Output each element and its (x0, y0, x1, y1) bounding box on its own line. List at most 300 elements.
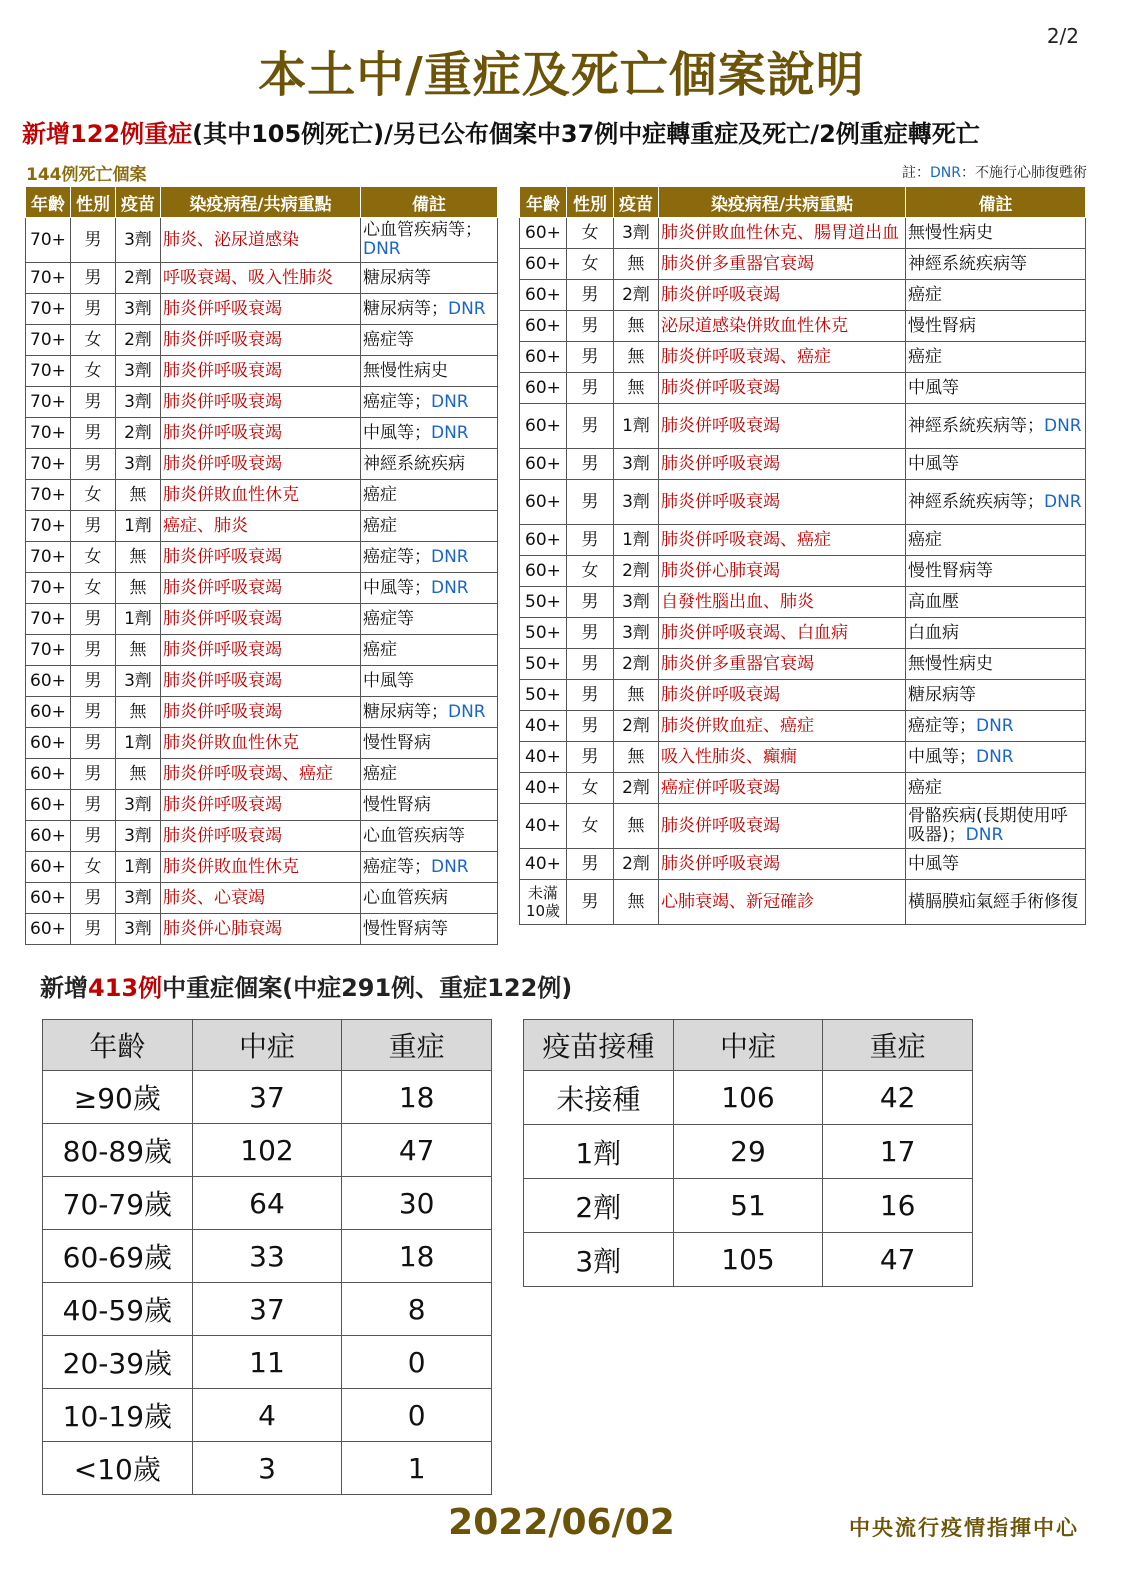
note-cell (361, 511, 498, 542)
column-header: 中症 (673, 1020, 823, 1071)
age-cell: 70+ (26, 635, 71, 666)
course-cell: 肺炎併多重器官衰竭 (659, 249, 906, 280)
value-cell: 30 (342, 1177, 492, 1230)
vaccine-cell: 無 (614, 342, 659, 373)
note-cell (361, 542, 498, 573)
vaccine-cell: 無 (116, 697, 161, 728)
vaccine-cell: 2劑 (116, 263, 161, 294)
dnr-tag: DNR (965, 825, 1004, 845)
course-cell: 肺炎併呼吸衰竭 (161, 635, 361, 666)
age-cell: 60+ (26, 697, 71, 728)
vaccine-cell: 無 (614, 680, 659, 711)
note-cell (361, 573, 498, 604)
note-text: 神經系統疾病 (363, 453, 465, 474)
dnr-tag: DNR (431, 391, 469, 412)
age-cell: 70+ (26, 511, 71, 542)
vaccine-cell: 3劑 (116, 356, 161, 387)
sex-cell: 男 (71, 697, 116, 728)
age-cell: 50+ (520, 587, 567, 618)
age-cell: 70+ (26, 218, 71, 263)
note-cell (361, 418, 498, 449)
sex-cell: 男 (567, 373, 614, 404)
sex-cell: 女 (567, 249, 614, 280)
table-row (524, 1179, 973, 1233)
age-cell: 60+ (520, 556, 567, 587)
row-label-cell: 未接種 (524, 1071, 674, 1125)
sex-cell: 男 (71, 218, 116, 263)
note-text: 癌症等； (908, 715, 976, 736)
value-cell: 0 (342, 1336, 492, 1389)
table-row (43, 1389, 492, 1442)
age-cell: 60+ (520, 280, 567, 311)
column-header: 染疫病程/共病重點 (659, 187, 906, 218)
dnr-tag: DNR (448, 298, 486, 319)
dnr-tag: DNR (431, 422, 469, 443)
note-cell (906, 280, 1086, 311)
vaccine-cell: 無 (116, 542, 161, 573)
note-cell (906, 880, 1086, 925)
sex-cell: 男 (71, 604, 116, 635)
sex-cell: 男 (71, 790, 116, 821)
column-header: 中症 (192, 1020, 342, 1071)
sex-cell: 男 (71, 294, 116, 325)
subtitle-severe-count: 新增122例重症 (22, 120, 193, 148)
column-header: 備註 (361, 187, 498, 218)
note-cell (906, 218, 1086, 249)
table-row (26, 697, 498, 728)
table-row (26, 449, 498, 480)
column-header: 重症 (823, 1020, 973, 1071)
note-text: 心血管疾病等 (363, 825, 465, 846)
note-cell (361, 790, 498, 821)
note-prefix: 註： (902, 165, 931, 181)
value-cell: 47 (823, 1233, 973, 1287)
table-row (520, 711, 1086, 742)
value-cell: 4 (192, 1389, 342, 1442)
sex-cell: 男 (71, 759, 116, 790)
column-header: 備註 (906, 187, 1086, 218)
sex-cell: 男 (567, 404, 614, 449)
vaccine-cell: 3劑 (614, 449, 659, 480)
course-cell: 癌症併呼吸衰竭 (659, 773, 906, 804)
sex-cell: 男 (567, 680, 614, 711)
course-cell: 肺炎併呼吸衰竭、癌症 (659, 525, 906, 556)
course-cell: 肺炎併呼吸衰竭 (161, 418, 361, 449)
course-cell: 自發性腦出血、肺炎 (659, 587, 906, 618)
note-text: 癌症 (363, 484, 397, 505)
note-cell (906, 249, 1086, 280)
age-cell: 60+ (26, 914, 71, 945)
value-cell: 18 (342, 1230, 492, 1283)
value-cell: 51 (673, 1179, 823, 1233)
vaccine-cell: 3劑 (116, 666, 161, 697)
age-cell: 50+ (520, 680, 567, 711)
vaccine-cell: 1劑 (116, 604, 161, 635)
course-cell: 肺炎併呼吸衰竭 (659, 804, 906, 849)
note-cell (906, 342, 1086, 373)
age-cell: 60+ (520, 449, 567, 480)
vaccine-cell: 無 (614, 804, 659, 849)
value-cell: 11 (192, 1336, 342, 1389)
column-header: 性別 (567, 187, 614, 218)
note-text: 中風等； (363, 577, 431, 598)
age-cell: 60+ (26, 666, 71, 697)
note-dnr: DNR (930, 165, 961, 181)
death-table-left (25, 186, 498, 945)
note-text: 糖尿病等； (363, 298, 448, 319)
table-row (26, 511, 498, 542)
dnr-tag: DNR (431, 577, 469, 598)
age-table (42, 1019, 492, 1495)
age-cell: 60+ (520, 342, 567, 373)
age-cell: 40+ (520, 711, 567, 742)
row-label-cell: 3劑 (524, 1233, 674, 1287)
table-row (520, 587, 1086, 618)
sex-cell: 男 (567, 880, 614, 925)
note-text: 橫膈膜疝氣經手術修復 (908, 891, 1078, 912)
note-text: 癌症等； (363, 391, 431, 412)
note-text: 癌症 (363, 515, 397, 536)
course-cell: 肺炎併呼吸衰竭 (659, 404, 906, 449)
note-cell (906, 711, 1086, 742)
age-cell: 70+ (26, 542, 71, 573)
note-text: 癌症等 (363, 608, 414, 629)
course-cell: 肺炎併呼吸衰竭 (659, 849, 906, 880)
table-row (520, 880, 1086, 925)
age-cell: 70+ (26, 418, 71, 449)
sex-cell: 女 (567, 218, 614, 249)
note-text: 癌症 (908, 777, 942, 798)
table-row (26, 263, 498, 294)
course-cell: 癌症、肺炎 (161, 511, 361, 542)
table-row (520, 773, 1086, 804)
note-cell (361, 294, 498, 325)
sex-cell: 女 (71, 325, 116, 356)
vaccine-cell: 3劑 (116, 883, 161, 914)
sex-cell: 男 (71, 821, 116, 852)
table-row (43, 1336, 492, 1389)
summary-title (40, 968, 572, 1003)
table-row (26, 852, 498, 883)
vaccine-cell: 1劑 (116, 852, 161, 883)
vaccine-cell: 2劑 (614, 649, 659, 680)
note-text: 癌症 (908, 284, 942, 305)
note-text: 中風等 (908, 453, 959, 474)
age-cell: 60+ (520, 404, 567, 449)
note-cell (361, 263, 498, 294)
vaccine-cell: 3劑 (614, 218, 659, 249)
table-row (524, 1233, 973, 1287)
note-text: 糖尿病等； (363, 701, 448, 722)
vaccine-cell: 無 (614, 249, 659, 280)
note-cell (906, 773, 1086, 804)
age-cell: 70+ (26, 573, 71, 604)
note-cell (906, 449, 1086, 480)
vaccine-cell: 2劑 (614, 280, 659, 311)
age-cell: 40+ (520, 742, 567, 773)
value-cell: 42 (823, 1071, 973, 1125)
table-row (520, 618, 1086, 649)
table-row (520, 218, 1086, 249)
note-text: 癌症 (363, 639, 397, 660)
column-header: 疫苗 (614, 187, 659, 218)
course-cell: 肺炎併敗血性休克 (161, 852, 361, 883)
note-cell (361, 666, 498, 697)
vaccine-cell: 無 (116, 573, 161, 604)
note-cell (906, 525, 1086, 556)
age-cell: 40+ (520, 804, 567, 849)
column-header: 疫苗 (116, 187, 161, 218)
column-header: 年齡 (26, 187, 71, 218)
course-cell: 肺炎併呼吸衰竭 (161, 449, 361, 480)
table-row (26, 418, 498, 449)
sex-cell: 男 (71, 666, 116, 697)
table-row (520, 649, 1086, 680)
note-cell (361, 883, 498, 914)
table-row (520, 280, 1086, 311)
row-label-cell: 1劑 (524, 1125, 674, 1179)
vaccine-cell: 3劑 (116, 218, 161, 263)
age-cell: 70+ (26, 604, 71, 635)
course-cell: 肺炎併呼吸衰竭 (161, 542, 361, 573)
age-cell: 60+ (26, 790, 71, 821)
table-row (43, 1230, 492, 1283)
table-row (520, 342, 1086, 373)
note-cell (361, 387, 498, 418)
note-text: 無慢性病史 (363, 360, 448, 381)
age-cell: 60+ (520, 311, 567, 342)
vaccine-cell: 3劑 (116, 914, 161, 945)
death-header-row (26, 187, 498, 218)
vaccine-cell: 2劑 (116, 418, 161, 449)
age-cell: 50+ (520, 649, 567, 680)
course-cell: 肺炎併敗血性休克、腸胃道出血 (659, 218, 906, 249)
age-cell: 60+ (520, 373, 567, 404)
sex-cell: 女 (567, 773, 614, 804)
age-cell: 60+ (520, 249, 567, 280)
value-cell: 1 (342, 1442, 492, 1495)
course-cell: 泌尿道感染併敗血性休克 (659, 311, 906, 342)
column-header: 染疫病程/共病重點 (161, 187, 361, 218)
death-table-right (519, 186, 1086, 925)
note-text: 神經系統疾病等； (908, 415, 1044, 436)
note-cell (906, 849, 1086, 880)
vaccine-cell: 1劑 (614, 404, 659, 449)
course-cell: 肺炎併呼吸衰竭 (161, 821, 361, 852)
vaccine-cell: 2劑 (614, 849, 659, 880)
note-cell (361, 449, 498, 480)
death-header-row (520, 187, 1086, 218)
sex-cell: 男 (567, 649, 614, 680)
dnr-note (902, 162, 1087, 182)
table-row (26, 542, 498, 573)
sex-cell: 男 (71, 511, 116, 542)
table-row (26, 728, 498, 759)
note-text: 癌症等 (363, 329, 414, 350)
table-row (520, 556, 1086, 587)
note-cell (361, 914, 498, 945)
table-row (520, 742, 1086, 773)
sex-cell: 男 (71, 914, 116, 945)
dnr-tag: DNR (448, 701, 486, 722)
table-row (520, 849, 1086, 880)
note-text: 心血管疾病 (363, 887, 448, 908)
vaccine-cell: 3劑 (116, 387, 161, 418)
value-cell: 3 (192, 1442, 342, 1495)
value-cell: 29 (673, 1125, 823, 1179)
course-cell: 肺炎併呼吸衰竭、白血病 (659, 618, 906, 649)
vaccine-cell: 1劑 (614, 525, 659, 556)
age-cell: 60+ (520, 480, 567, 525)
sex-cell: 男 (71, 728, 116, 759)
row-label-cell: 60-69歲 (43, 1230, 193, 1283)
note-text: 心血管疾病等； (363, 220, 482, 240)
table-row (26, 480, 498, 511)
note-text: 慢性腎病等 (908, 560, 993, 581)
sex-cell: 男 (567, 449, 614, 480)
table-row (26, 883, 498, 914)
age-cell: 60+ (26, 821, 71, 852)
sex-cell: 男 (567, 849, 614, 880)
value-cell: 64 (192, 1177, 342, 1230)
course-cell: 肺炎併心肺衰竭 (659, 556, 906, 587)
note-text: 高血壓 (908, 591, 959, 612)
sex-cell: 男 (567, 480, 614, 525)
vaccine-header-row (524, 1020, 973, 1071)
note-text: 中風等 (908, 853, 959, 874)
column-header: 疫苗接種 (524, 1020, 674, 1071)
course-cell: 肺炎併敗血性休克 (161, 480, 361, 511)
table-row (43, 1283, 492, 1336)
row-label-cell: 2劑 (524, 1179, 674, 1233)
course-cell: 肺炎併呼吸衰竭 (659, 449, 906, 480)
table-row (26, 604, 498, 635)
course-cell: 肺炎、泌尿道感染 (161, 218, 361, 263)
vaccine-cell: 3劑 (116, 294, 161, 325)
note-cell (906, 587, 1086, 618)
age-cell: 70+ (26, 480, 71, 511)
page-title: 本土中/重症及死亡個案說明 (258, 47, 865, 103)
table-row (43, 1071, 492, 1124)
note-text: ：不施行心肺復甦術 (961, 165, 1087, 181)
table-row (520, 449, 1086, 480)
note-cell (906, 311, 1086, 342)
death-section-label: 144例死亡個案 (26, 165, 147, 185)
vaccine-cell: 無 (116, 480, 161, 511)
row-label-cell: 70-79歲 (43, 1177, 193, 1230)
age-cell: 70+ (26, 387, 71, 418)
course-cell: 肺炎併呼吸衰竭 (161, 356, 361, 387)
course-cell: 肺炎併呼吸衰竭 (161, 294, 361, 325)
value-cell: 47 (342, 1124, 492, 1177)
note-text: 慢性腎病等 (363, 918, 448, 939)
course-cell: 肺炎併呼吸衰竭 (659, 280, 906, 311)
page-number: 2/2 (1046, 24, 1079, 48)
sex-cell: 男 (567, 311, 614, 342)
note-text: 中風等 (908, 377, 959, 398)
dnr-tag: DNR (431, 856, 469, 877)
sex-cell: 男 (567, 280, 614, 311)
note-cell (906, 742, 1086, 773)
vaccine-cell: 無 (116, 635, 161, 666)
vaccine-table (523, 1019, 973, 1287)
sex-cell: 男 (71, 635, 116, 666)
age-cell: 未滿10歲 (520, 880, 567, 925)
table-row (520, 249, 1086, 280)
sex-cell: 女 (567, 804, 614, 849)
table-row (26, 821, 498, 852)
course-cell: 肺炎併心肺衰竭 (161, 914, 361, 945)
note-cell (361, 697, 498, 728)
column-header: 年齡 (520, 187, 567, 218)
table-row (26, 387, 498, 418)
dnr-tag: DNR (363, 239, 401, 259)
value-cell: 105 (673, 1233, 823, 1287)
vaccine-cell: 無 (614, 373, 659, 404)
course-cell: 吸入性肺炎、癲癇 (659, 742, 906, 773)
table-row (26, 914, 498, 945)
dnr-tag: DNR (1044, 415, 1082, 436)
row-label-cell: ≥90歲 (43, 1071, 193, 1124)
table-row (520, 480, 1086, 525)
course-cell: 肺炎併呼吸衰竭 (161, 573, 361, 604)
sex-cell: 男 (567, 618, 614, 649)
note-cell (361, 728, 498, 759)
course-cell: 肺炎併呼吸衰竭 (161, 325, 361, 356)
note-cell (906, 373, 1086, 404)
note-text: 無慢性病史 (908, 653, 993, 674)
sex-cell: 女 (567, 556, 614, 587)
vaccine-cell: 2劑 (614, 711, 659, 742)
course-cell: 肺炎併呼吸衰竭 (161, 790, 361, 821)
vaccine-cell: 無 (614, 742, 659, 773)
value-cell: 102 (192, 1124, 342, 1177)
note-text: 骨骼疾病(長期使用呼吸器)； (908, 806, 1068, 845)
vaccine-cell: 3劑 (116, 790, 161, 821)
value-cell: 16 (823, 1179, 973, 1233)
vaccine-cell: 無 (614, 311, 659, 342)
dnr-tag: DNR (1044, 491, 1082, 512)
course-cell: 肺炎併呼吸衰竭、癌症 (161, 759, 361, 790)
note-cell (361, 759, 498, 790)
summary-suffix: 中重症個案(中症291例、重症122例) (162, 974, 573, 1002)
note-text: 癌症 (908, 346, 942, 367)
note-cell (361, 635, 498, 666)
age-cell: 70+ (26, 356, 71, 387)
note-text: 中風等 (363, 670, 414, 691)
age-cell: 40+ (520, 849, 567, 880)
vaccine-cell: 無 (614, 880, 659, 925)
vaccine-cell: 3劑 (116, 821, 161, 852)
table-row (26, 635, 498, 666)
note-cell (361, 604, 498, 635)
note-cell (906, 480, 1086, 525)
sex-cell: 女 (71, 480, 116, 511)
table-row (26, 573, 498, 604)
report-date: 2022/06/02 (448, 1502, 675, 1543)
table-row (520, 311, 1086, 342)
table-row (520, 404, 1086, 449)
note-cell (361, 325, 498, 356)
sex-cell: 女 (71, 852, 116, 883)
course-cell: 肺炎併呼吸衰竭、癌症 (659, 342, 906, 373)
course-cell: 肺炎併呼吸衰竭 (659, 680, 906, 711)
table-row (520, 804, 1086, 849)
note-text: 慢性腎病 (908, 315, 976, 336)
age-cell: 60+ (26, 883, 71, 914)
value-cell: 17 (823, 1125, 973, 1179)
course-cell: 肺炎併呼吸衰竭 (161, 666, 361, 697)
